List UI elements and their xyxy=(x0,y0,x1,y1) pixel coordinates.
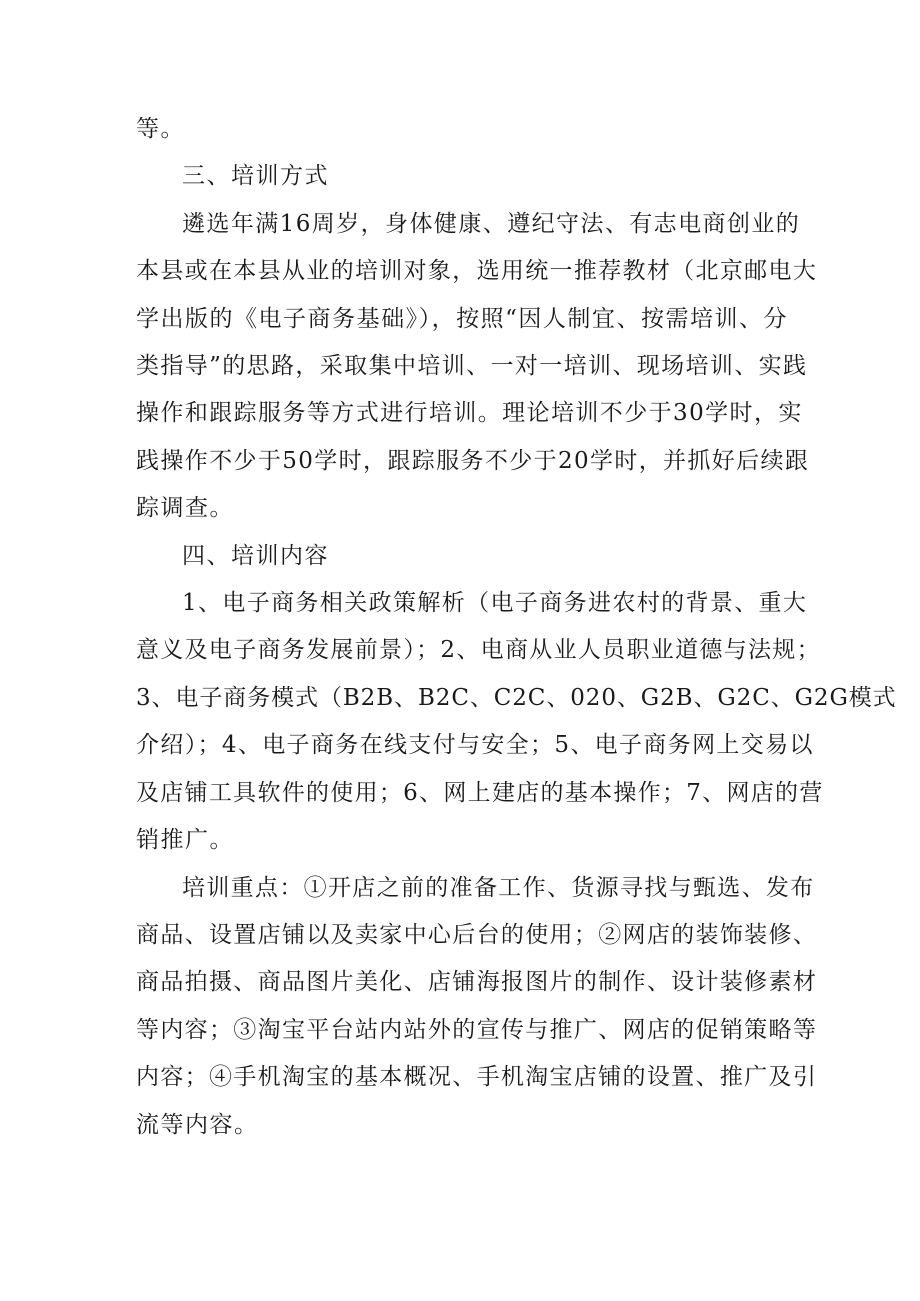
document-body xyxy=(136,106,897,1149)
text-line: 本县或在本县从业的培训对象，选用统一推荐教材（北京邮电大 xyxy=(136,258,818,285)
text-line: 学出版的《电子商务基础》），按照“因人制宜、按需培训、分 xyxy=(136,305,788,332)
text-line: 意义及电子商务发展前景）；2、电商从业人员职业道德与法规； xyxy=(136,637,821,664)
paragraph-training-focus xyxy=(136,865,818,1149)
text-line: 内容；④手机淘宝的基本概况、手机淘宝店铺的设置、推广及引 xyxy=(136,1064,818,1091)
text-line: 等。 xyxy=(136,116,185,142)
text-line: 1、电子商务相关政策解析（电子商务进农村的背景、重大 xyxy=(182,590,808,617)
text-line: 操作和跟踪服务等方式进行培训。理论培训不少于30学时，实 xyxy=(136,400,803,427)
text-line: 销推广。 xyxy=(136,827,234,854)
paragraph-continuation xyxy=(136,106,788,153)
paragraph-training-method xyxy=(136,201,818,533)
text-line: 介绍）；4、电子商务在线支付与安全；5、电子商务网上交易以 xyxy=(136,732,814,759)
section-heading-training-content xyxy=(136,533,788,580)
text-line: 培训重点：①开店之前的准备工作、货源寻找与甄选、发布 xyxy=(182,874,815,901)
text-line: 流等内容。 xyxy=(136,1111,259,1138)
text-line: 商品拍摄、商品图片美化、店铺海报图片的制作、设计装修素材 xyxy=(136,969,818,996)
section-heading: 三、培训方式 xyxy=(182,163,329,190)
section-heading-training-method xyxy=(136,153,788,200)
text-line: 3、电子商务模式（B2B、B2C、C2C、020、G2B、G2C、G2G模式 xyxy=(136,684,897,711)
text-line: 等内容；③淘宝平台站内站外的宣传与推广、网店的促销策略等 xyxy=(136,1016,818,1043)
text-line: 及店铺工具软件的使用；6、网上建店的基本操作；7、网店的营 xyxy=(136,779,824,806)
paragraph-training-content xyxy=(136,580,897,864)
text-line: 踪调查。 xyxy=(136,495,234,522)
text-line: 遴选年满16周岁，身体健康、遵纪守法、有志电商创业的 xyxy=(182,210,801,237)
text-line: 类指导”的思路，采取集中培训、一对一培训、现场培训、实践 xyxy=(136,353,808,380)
text-line: 商品、设置店铺以及卖家中心后台的使用；②网店的装饰装修、 xyxy=(136,921,818,948)
section-heading: 四、培训内容 xyxy=(182,542,329,569)
text-line: 践操作不少于50学时，跟踪服务不少于20学时，并抓好后续跟 xyxy=(136,447,810,474)
